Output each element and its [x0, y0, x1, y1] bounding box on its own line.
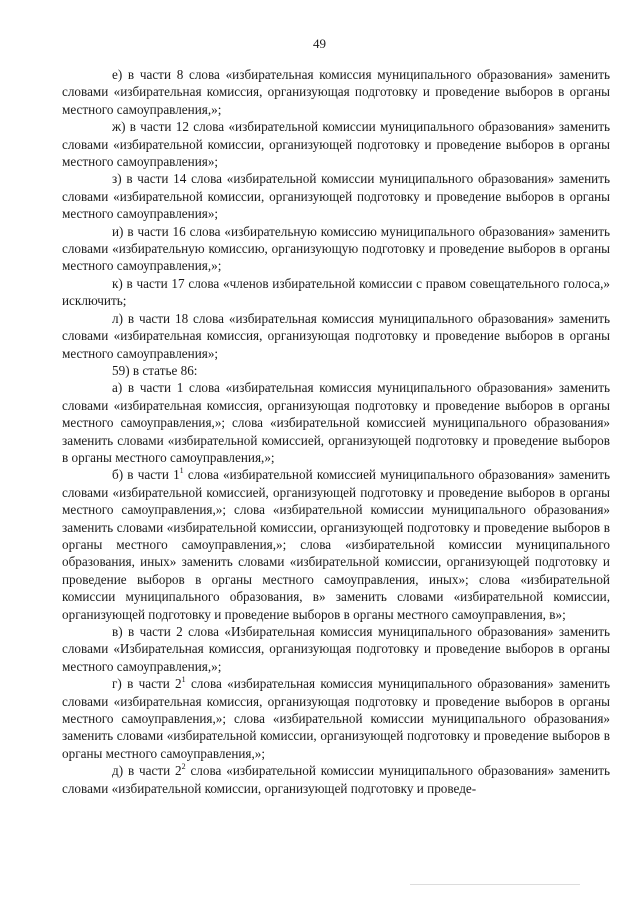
paragraph-i — [62, 223, 610, 275]
paragraph-l — [62, 310, 610, 362]
paragraph-text: з) в части 14 слова «избирательной комиссии муниципального образования» заменить словами «избирательной комиссии, организующей подготовку и проведение выборов в органы местного самоуправления»; — [62, 171, 610, 222]
page-number: 49 — [313, 36, 326, 51]
paragraph-b — [62, 466, 610, 623]
paragraph-59 — [62, 362, 610, 379]
superscript: 1 — [181, 675, 186, 685]
paragraph-text: а) в части 1 слова «избирательная комиссия муниципального образования» заменить словами «избирательная комиссия, организующая подготовку и проведение выборов в органы местного самоуправления,»; слова «избирательной комиссией муниципального образования» заменить словами «избирательной комиссией, организующей подготовку и проведение выборов в органы местного самоуправления,»; — [62, 380, 610, 465]
paragraph-text: ж) в части 12 слова «избирательной комиссии муниципального образования» заменить словами «избирательной комиссии, организующей подготовку и проведение выборов в органы местного самоуправления»; — [62, 119, 610, 170]
paragraph-text: и) в части 16 слова «избирательную комиссию муниципального образования» заменить словами «избирательную комиссию, организующую подготовку и проведение выборов в органы местного самоуправления,»; — [62, 223, 610, 274]
paragraph-e — [62, 66, 610, 118]
paragraph-z — [62, 170, 610, 222]
superscript: 1 — [179, 466, 184, 476]
paragraph-text: е) в части 8 слова «избирательная комиссия муниципального образования» заменить словами «избирательная комиссия, организующая подготовку и проведение выборов в органы местного самоуправления,»; — [62, 67, 610, 117]
scan-artifact-line — [410, 884, 580, 885]
paragraph-text: слова «избирательной комиссией муниципального образования» заменить словами «избирательной комиссией, организующей подготовку и проведение выборов в органы местного самоуправления,»; слова «избирательной комиссии муниципального образования» заменить словами «избирательной комиссии, организующей подготовку и проведение выборов в органы местного самоуправления,»; слова «избирательной комиссии муниципального образования, иных» заменить словами «избирательной комиссии, организующей подготовку и проведение выборов в органы местного самоуправления, иных»; слова «избирательной комиссии муниципального образования, в» заменить словами «избирательной комиссии, организующей подготовку и проведение выборов в органы местного самоуправления, в»; — [62, 467, 610, 622]
paragraph-text: слова «избирательная комиссия муниципального образования» заменить словами «избирательная комиссия, организующая подготовку и проведение выборов в органы местного самоуправления,»; слова «избирательной комиссии муниципального образования» заменить словами «избирательной комиссии, организующей подготовку и проведение выборов в органы местного самоуправления,»; — [62, 676, 610, 761]
superscript: 2 — [181, 762, 186, 772]
paragraph-text: к) в части 17 слова «членов избирательной комиссии с правом совещательного голоса,» исключить; — [62, 275, 610, 309]
paragraph-k — [62, 275, 610, 310]
paragraph-text: л) в части 18 слова «избирательная комиссия муниципального образования» заменить словами «избирательная комиссия, организующая подготовку и проведение выборов в органы местного самоуправления»; — [62, 310, 610, 361]
paragraph-text: д) в части 2 — [112, 763, 182, 779]
paragraph-text: слова «избирательной комиссии муниципального образования» заменить словами «избирательной комиссии, организующей подготовку и проведе- — [62, 763, 610, 796]
paragraph-g — [62, 675, 610, 762]
paragraph-zh — [62, 118, 610, 170]
paragraph-a — [62, 379, 610, 466]
paragraph-text: б) в части 1 — [112, 467, 180, 483]
paragraph-v — [62, 623, 610, 675]
paragraph-text: в) в части 2 слова «Избирательная комиссия муниципального образования» заменить словами «Избирательная комиссия, организующая подготовку и проведение выборов в органы местного самоуправления,»; — [62, 624, 610, 674]
paragraph-text: 59) в статье 86: — [112, 362, 198, 378]
document-body — [62, 66, 610, 797]
paragraph-text: г) в части 2 — [112, 676, 182, 692]
paragraph-d — [62, 762, 610, 797]
